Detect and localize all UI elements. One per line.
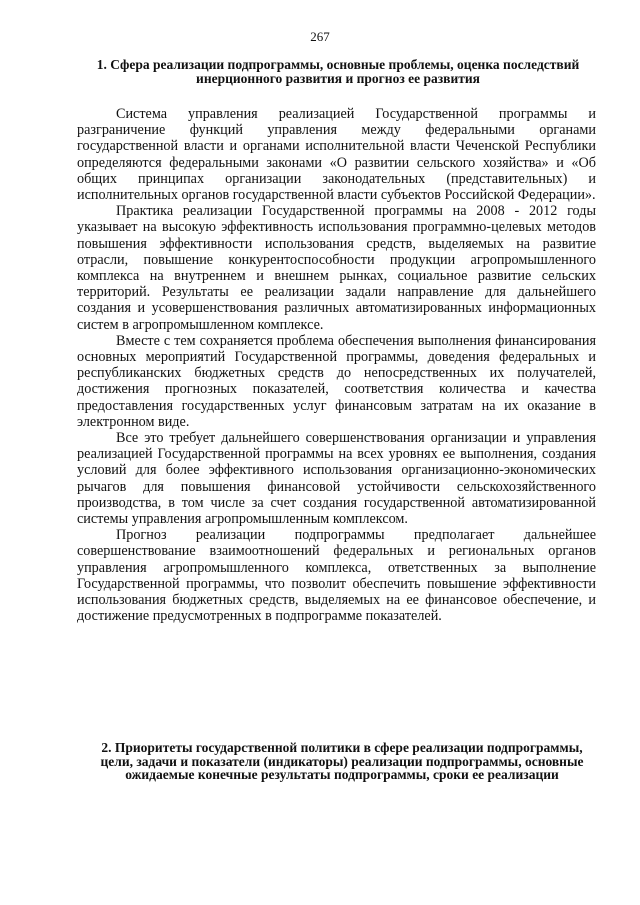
paragraph: Практика реализации Государственной программы на 2008 - 2012 годы указывает на высокую эффективность использования программно-целевых методов повышения эффективности использования средств, выделяемых на развитие отрасли, повышение конкурентоспособности продукции агропромышленного комплекса на внутреннем и внешнем рынках, социальное развитие сельских территорий. Результаты ее реализации задали направление для дальнейшего создания и усовершенствования различных автоматизированных информационных систем в агропромышленном комплексе. — [77, 203, 596, 333]
section-1-body — [77, 106, 596, 625]
section-2-title: 2. Приоритеты государственной политики в сфере реализации подпрограммы, цели, задачи и показатели (индикаторы) реализации подпрограммы, основные ожидаемые конечные результаты подпрограммы, сроки ее реализации — [100, 740, 584, 782]
paragraph: Все это требует дальнейшего совершенствования организации и управления реализацией Государственной программы на всех уровнях ее выполнения, создания условий для более эффективного использования организационно-экономических рычагов для повышения финансовой устойчивости сельскохозяйственного производства, в том числе за счет создания государственной автоматизированной системы управления агропромышленным комплексом. — [77, 430, 596, 528]
paragraph: Вместе с тем сохраняется проблема обеспечения выполнения финансирования основных мероприятий Государственной программы, доведения федеральных и республиканских бюджетных средств до непосредственных их получателей, достижения прогнозных показателей, соответствия количества и качества предоставления государственных услуг финансовым затратам на их оказание в электронном виде. — [77, 332, 596, 430]
section-1-title: 1. Сфера реализации подпрограммы, основные проблемы, оценка последствий инерционного развития и прогноз ее развития — [96, 57, 580, 86]
page-number: 267 — [310, 29, 330, 44]
paragraph: Система управления реализацией Государственной программы и разграничение функций управления между федеральными органами государственной власти и органами исполнительной власти Чеченской Республики определяются федеральными законами «О развитии сельского хозяйства» и «Об общих принципах организации законодательных (представительных) и исполнительных органов государственной власти субъектов Российской Федерации». — [77, 106, 596, 204]
paragraph: Прогноз реализации подпрограммы предполагает дальнейшее совершенствование взаимоотношений федеральных и региональных органов управления агропромышленного комплекса, ответственных за выполнение Государственной программы, что позволит обеспечить повышение эффективности использования бюджетных средств, выделяемых на ее финансовое обеспечение, и достижение предусмотренных в подпрограмме показателей. — [77, 527, 596, 625]
